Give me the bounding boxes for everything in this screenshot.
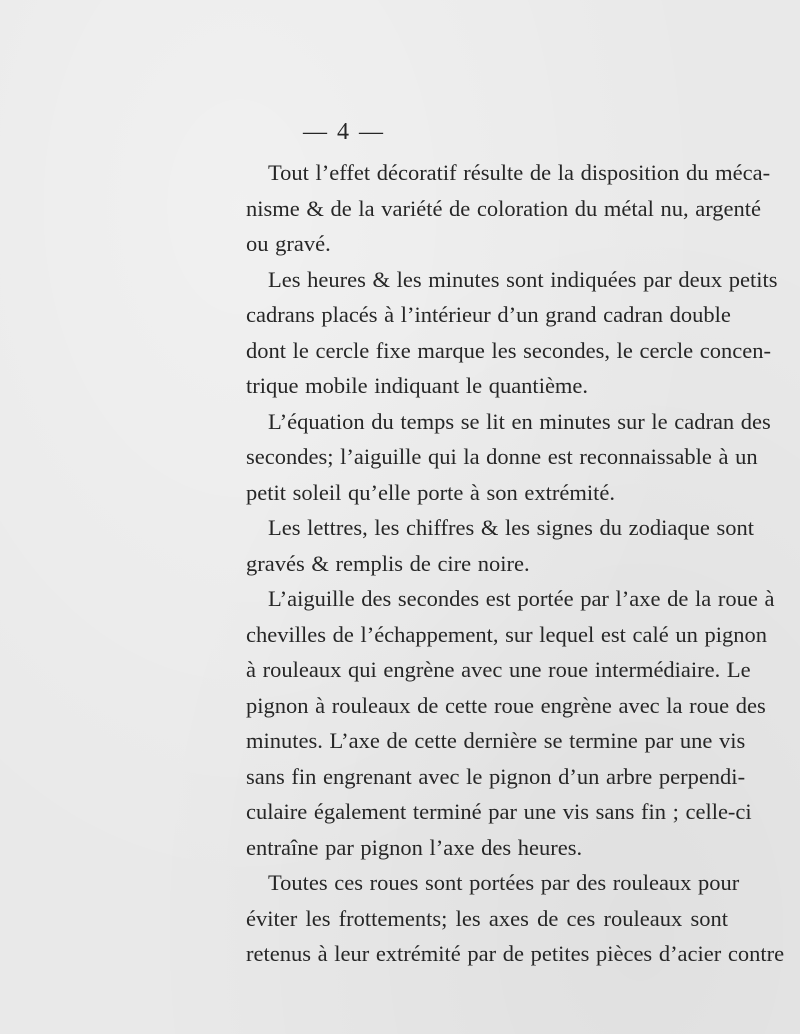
paragraph-line: culaire également terminé par une vis sans fin ; celle-ci [246, 799, 752, 824]
paragraph-2 [246, 262, 778, 404]
paragraph-line: nisme & de la variété de coloration du métal nu, argenté [246, 195, 762, 221]
paragraph-line: minutes. L’axe de cette dernière se termine par une vis [246, 728, 746, 753]
paragraph-line: L’équation du temps se lit en minutes sur le cadran des [268, 408, 771, 434]
paragraph-line: pignon à rouleaux de cette roue engrène avec la roue des [246, 692, 766, 718]
paragraph-line: sans fin engrenant avec le pignon d’un arbre perpendi- [246, 763, 746, 789]
paragraph-1 [246, 155, 771, 262]
paragraph-3 [246, 404, 771, 511]
paragraph-line: petit soleil qu’elle porte à son extrémité. [246, 479, 616, 505]
paragraph-6 [246, 865, 785, 972]
paragraph-line: Toutes ces roues sont portées par des rouleaux pour [268, 870, 740, 895]
paragraph-line: chevilles de l’échappement, sur lequel est calé un pignon [246, 621, 767, 647]
paragraph-line: Tout l’effet décoratif résulte de la disposition du méca- [268, 160, 771, 185]
paragraph-line: gravés & remplis de cire noire. [246, 550, 530, 576]
paragraph-4 [246, 510, 754, 581]
paragraph-line: entraîne par pignon l’axe des heures. [246, 834, 583, 860]
paragraph-line: trique mobile indiquant le quantième. [246, 373, 589, 398]
paragraph-5 [246, 581, 775, 865]
paragraph-line: Les lettres, les chiffres & les signes du zodiaque sont [268, 515, 754, 540]
paragraph-line: retenus à leur extrémité par de petites pièces d’acier contre [246, 941, 785, 966]
paragraph-line: éviter les frottements; les axes de ces rouleaux sont [246, 905, 728, 931]
paragraph-line: Les heures & les minutes sont indiquées par deux petits [268, 266, 778, 292]
paragraph-line: dont le cercle fixe marque les secondes, le cercle concen- [246, 337, 771, 363]
paragraph-line: secondes; l’aiguille qui la donne est reconnaissable à un [246, 444, 758, 469]
paragraph-line: à rouleaux qui engrène avec une roue intermédiaire. Le [246, 657, 751, 682]
paragraph-line: L’aiguille des secondes est portée par l’axe de la roue à [268, 586, 775, 611]
page-number: — 4 — [303, 119, 385, 145]
paragraph-line: cadrans placés à l’intérieur d’un grand cadran double [246, 302, 731, 327]
paragraph-line: ou gravé. [246, 231, 331, 256]
body-text [246, 155, 785, 972]
